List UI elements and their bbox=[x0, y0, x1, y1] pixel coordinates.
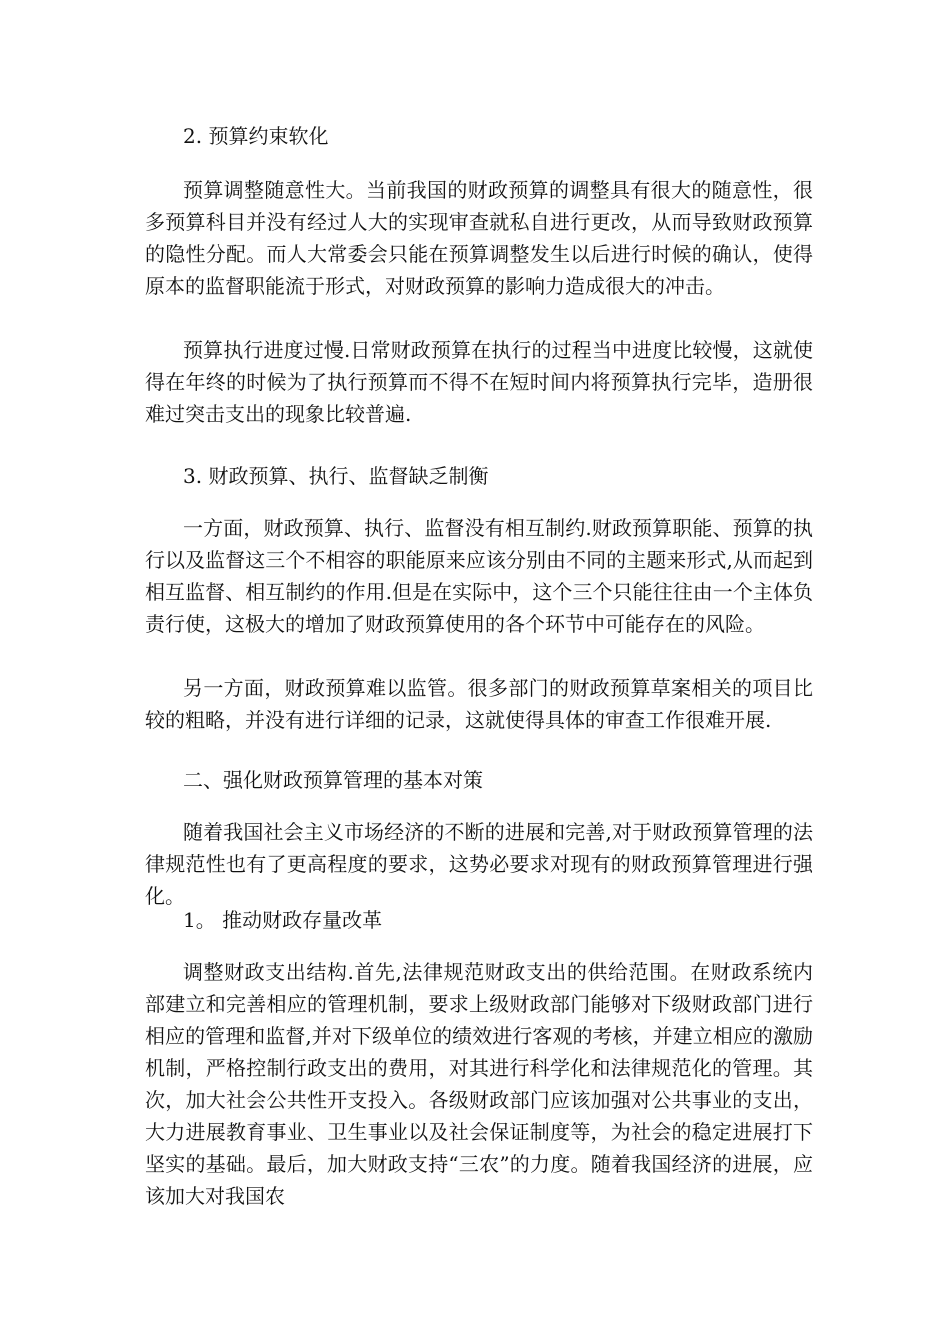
paragraph-expenditure-structure: 调整财政支出结构.首先,法律规范财政支出的供给范围。在财政系统内部建立和完善相应的管理机制，要求上级财政部门能够对下级财政部门进行相应的管理和监督,并对下级单位的绩效进行客观的考核，并建立相应的激励机制，严格控制行政支出的费用，对其进行科学化和法律规范化的管理。其次，加大社会公共性开支投入。各级财政部门应该加强对公共事业的支出，大力进展教育事业、卫生事业以及社会保证制度等，为社会的稳定进展打下坚实的基础。最后，加大财政支持“三农”的力度。随着我国经济的进展，应该加大对我国农 bbox=[145, 960, 813, 1208]
section-heading-stock-reform: 1。 推动财政存量改革 bbox=[183, 908, 383, 932]
paragraph-legal-standardization: 随着我国社会主义市场经济的不断的进展和完善,对于财政预算管理的法律规范性也有了更高程度的要求，这势必要求对现有的财政预算管理进行强化。 bbox=[145, 820, 813, 908]
section-heading-checks-and-balances: 3. 财政预算、执行、监督缺乏制衡 bbox=[183, 464, 489, 488]
paragraph-mutual-restriction: 一方面，财政预算、执行、监督没有相互制约.财政预算职能、预算的执行以及监督这三个不相容的职能原来应该分别由不同的主题来形式,从而起到相互监督、相互制约的作用.但是在实际中，这个三个只能往往由一个主体负责行使，这极大的增加了财政预算使用的各个环节中可能存在的风险。 bbox=[145, 516, 813, 636]
section-heading-countermeasures: 二、强化财政预算管理的基本对策 bbox=[183, 768, 483, 792]
section-heading-budget-soft-constraint: 2. 预算约束软化 bbox=[183, 124, 329, 148]
paragraph-budget-adjustment: 预算调整随意性大。当前我国的财政预算的调整具有很大的随意性，很多预算科目并没有经过人大的实现审查就私自进行更改，从而导致财政预算的隐性分配。而人大常委会只能在预算调整发生以后进行时候的确认，使得原本的监督职能流于形式，对财政预算的影响力造成很大的冲击。 bbox=[145, 178, 813, 298]
paragraph-supervision-difficulty: 另一方面，财政预算难以监管。很多部门的财政预算草案相关的项目比较的粗略，并没有进行详细的记录，这就使得具体的审查工作很难开展. bbox=[145, 676, 813, 732]
paragraph-budget-execution: 预算执行进度过慢.日常财政预算在执行的过程当中进度比较慢，这就使得在年终的时候为了执行预算而不得不在短时间内将预算执行完毕，造册很难过突击支出的现象比较普遍. bbox=[145, 338, 813, 426]
